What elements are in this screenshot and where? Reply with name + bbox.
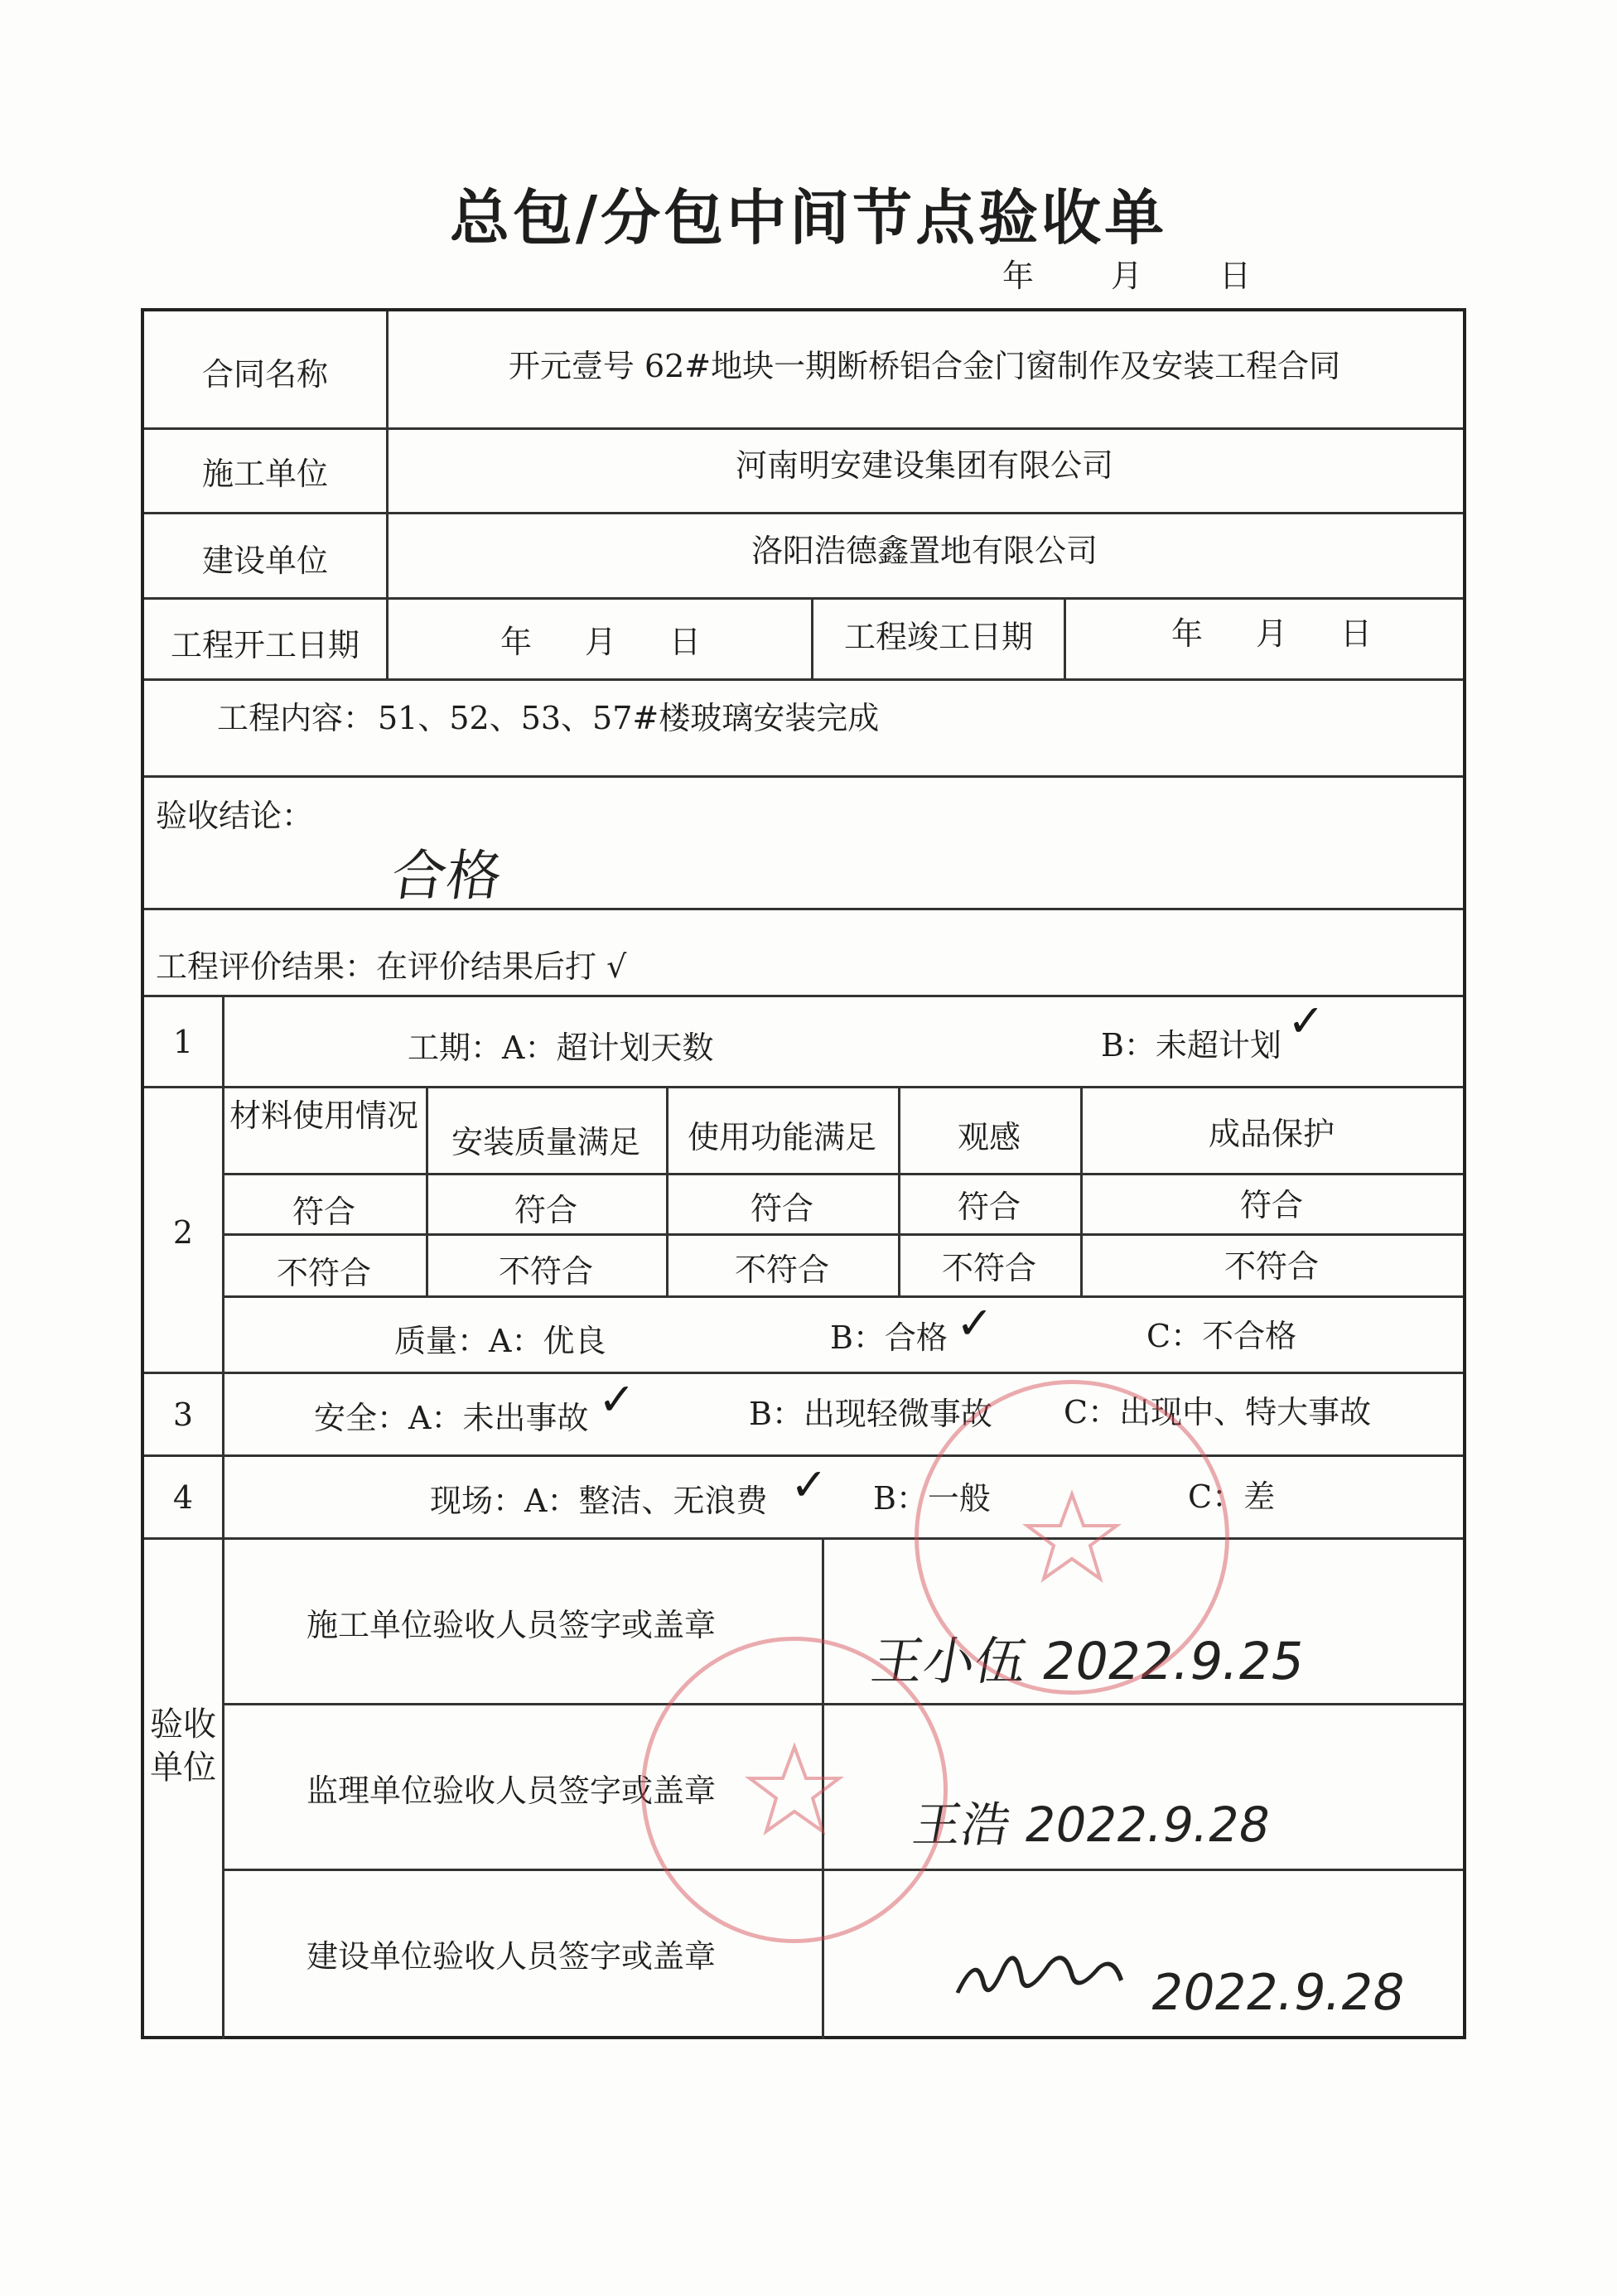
divider: [144, 1537, 1463, 1540]
supervisor-sign-label: 监理单位验收人员签字或盖章: [307, 1773, 717, 1809]
row2-quality-b: B：合格: [830, 1319, 948, 1356]
row2-header-install: 安装质量满足: [451, 1124, 640, 1160]
row2-header-protection: 成品保护: [1208, 1116, 1335, 1152]
end-date-label: 工程竣工日期: [843, 619, 1033, 655]
row2-pass-material: 符合: [292, 1194, 355, 1230]
row2-fail-material: 不符合: [276, 1255, 371, 1291]
divider: [222, 1173, 1463, 1175]
start-date-label: 工程开工日期: [170, 627, 360, 663]
divider: [144, 775, 1463, 778]
row2-fail-install: 不符合: [498, 1253, 593, 1290]
divider: [222, 1233, 1463, 1236]
header-day: 日: [1219, 258, 1251, 294]
start-month: 月: [585, 624, 617, 660]
form-table: [141, 308, 1466, 2039]
form-title: 总包/分包中间节点验收单: [449, 183, 1168, 253]
row3-number: 3: [172, 1396, 194, 1433]
row3-option-a: 安全：A：未出事故: [314, 1400, 589, 1436]
row2-header-material: 材料使用情况: [229, 1097, 418, 1134]
contract-value: 开元壹号 62#地块一期断桥铝合金门窗制作及安装工程合同: [508, 348, 1341, 384]
divider: [822, 1537, 824, 2039]
row3-option-c: C：出现中、特大事故: [1064, 1394, 1372, 1430]
row4-option-b: B：一般: [873, 1480, 991, 1517]
row1-option-a: 工期：A：超计划天数: [408, 1030, 714, 1066]
conclusion-handwritten: 合格: [387, 844, 506, 908]
start-day: 日: [669, 624, 702, 660]
row2-quality-c: C：不合格: [1146, 1318, 1297, 1354]
header-year: 年: [1002, 258, 1035, 294]
contract-label: 合同名称: [201, 356, 328, 393]
divider: [144, 597, 1463, 600]
row2-header-function: 使用功能满足: [687, 1119, 876, 1155]
check-mark: ✓: [598, 1373, 636, 1425]
conclusion-label: 验收结论：: [156, 798, 314, 834]
divider: [222, 995, 224, 2039]
row2-fail-protection: 不符合: [1224, 1248, 1319, 1285]
divider: [144, 1372, 1463, 1374]
divider: [144, 678, 1463, 681]
divider: [222, 1295, 1463, 1298]
row3-option-b: B：出现轻微事故: [749, 1396, 992, 1432]
check-mark: ✓: [790, 1459, 828, 1511]
row2-fail-function: 不符合: [734, 1252, 829, 1288]
owner-label: 建设单位: [201, 543, 328, 579]
contractor-sign-label: 施工单位验收人员签字或盖章: [307, 1607, 717, 1643]
owner-sign-date: 2022.9.28: [1146, 1964, 1410, 2022]
content-value: 51、52、53、57#楼玻璃安装完成: [378, 700, 880, 736]
acceptance-unit-label: 验收单位: [150, 1705, 216, 1787]
divider: [222, 1703, 1463, 1705]
divider: [144, 427, 1463, 430]
owner-sign-label: 建设单位验收人员签字或盖章: [307, 1938, 717, 1975]
supervisor-signature: 王浩 2022.9.28: [909, 1797, 1275, 1853]
end-day: 日: [1340, 615, 1373, 652]
contractor-label: 施工单位: [201, 456, 328, 492]
contractor-signature: 王小伍 2022.9.25: [866, 1631, 1310, 1691]
header-month: 月: [1110, 258, 1142, 294]
row4-option-a: 现场：A：整洁、无浪费: [430, 1483, 768, 1519]
row2-pass-appearance: 符合: [957, 1189, 1021, 1225]
row2-quality-a: 质量：A：优良: [394, 1323, 606, 1359]
divider: [144, 1454, 1463, 1457]
row1-number: 1: [172, 1024, 194, 1060]
row1-option-b: B：未超计划: [1101, 1027, 1282, 1064]
check-mark: ✓: [956, 1297, 994, 1349]
end-year: 年: [1171, 615, 1204, 652]
divider: [144, 908, 1463, 910]
content-label: 工程内容：: [217, 700, 375, 736]
row2-number: 2: [172, 1214, 194, 1251]
contractor-value: 河南明安建设集团有限公司: [735, 447, 1113, 484]
divider: [1064, 597, 1066, 678]
row2-pass-function: 符合: [750, 1190, 813, 1227]
header-date: [1002, 250, 1251, 296]
owner-signature: [948, 1935, 1415, 2022]
row2-pass-install: 符合: [514, 1192, 577, 1228]
row4-option-c: C：差: [1188, 1478, 1276, 1515]
evaluation-label: 工程评价结果：在评价结果后打 √: [156, 948, 627, 985]
start-year: 年: [500, 624, 533, 660]
row2-fail-appearance: 不符合: [941, 1250, 1036, 1286]
signature-scribble: [950, 1935, 1146, 2009]
end-month: 月: [1256, 615, 1288, 652]
divider: [222, 1869, 1463, 1871]
divider: [144, 995, 1463, 997]
divider: [144, 512, 1463, 514]
seal-star-icon: [745, 1740, 844, 1840]
row4-number: 4: [172, 1479, 194, 1516]
divider: [144, 1086, 1463, 1088]
check-mark: ✓: [1287, 995, 1325, 1047]
owner-value: 洛阳浩德鑫置地有限公司: [751, 533, 1098, 569]
row2-header-appearance: 观感: [957, 1119, 1021, 1155]
row2-pass-protection: 符合: [1239, 1187, 1303, 1223]
